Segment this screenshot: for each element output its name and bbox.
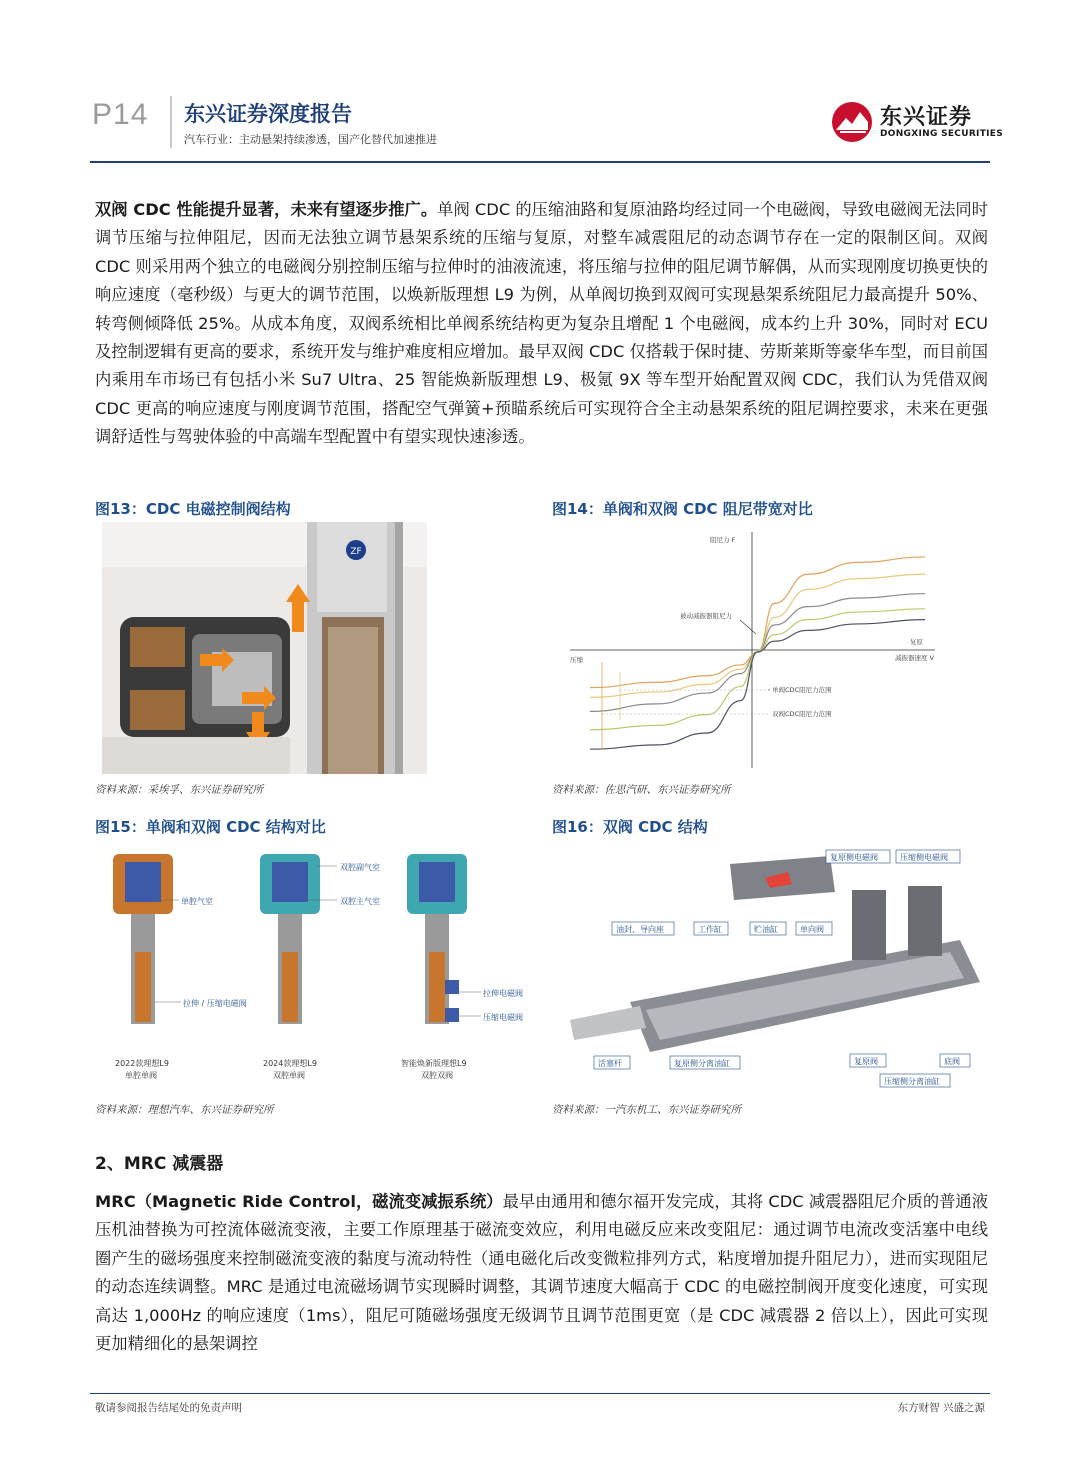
footer-rule xyxy=(90,1393,990,1394)
paragraph-lead: 双阀 CDC 性能提升显著，未来有望逐步推广。 xyxy=(95,200,438,219)
paragraph-dual-valve xyxy=(95,196,988,452)
fig13-source: 资料来源：采埃孚、东兴证券研究所 xyxy=(95,784,263,796)
fig13-title: 图13：CDC 电磁控制阀结构 xyxy=(95,500,291,518)
label-main-chamber: 双腔主气室 xyxy=(340,897,380,906)
x-left-label: 压缩 xyxy=(570,656,583,664)
paragraph-mrc xyxy=(95,1188,988,1358)
x-axis-label: 减振器速度 V xyxy=(895,654,935,662)
logo-text-en: DONGXING SECURITIES xyxy=(880,129,1004,139)
label-rebound-sol: 复原侧电磁阀 xyxy=(830,853,878,862)
label-check-valve: 单向阀 xyxy=(800,925,824,934)
label-working-cyl: 工作缸 xyxy=(698,925,722,934)
label-rebound-sep: 复原侧分离油缸 xyxy=(674,1059,730,1068)
header-rule xyxy=(90,161,990,163)
page-number: P14 xyxy=(92,98,149,131)
fig13-valve-cutaway-image xyxy=(102,522,427,774)
caption-2022: 2022款理想L9 xyxy=(115,1059,169,1068)
fig16-title: 图16：双阀 CDC 结构 xyxy=(552,818,708,836)
paragraph-body: 单阀 CDC 的压缩油路和复原油路均经过同一个电磁阀，导致电磁阀无法同时调节压缩与拉伸阻尼，因而无法独立调节悬架系统的压缩与复原，对整车减震阻尼的动态调节存在一定的限制区间。双阀 CDC 则采用两个独立的电磁阀分别控制压缩与拉伸时的油液流速，将压缩与拉伸的阻尼调节解偶，从而实现刚度切换更快的响应速度（毫秒级）与更大的调节范围，以焕新版理想 L9 为例，从单阀切换到双阀可实现悬架系统阻尼力最高提升 50%、转弯侧倾降低 25%。从成本角度，双阀系统相比单阀系统结构更为复杂且增配 1 个电磁阀，成本约上升 30%，同时对 ECU 及控制逻辑有更高的要求，系统开发与维护难度相应增加。最早双阀 CDC 仅搭载于保时捷、劳斯莱斯等豪华车型，而目前国内乘用车市场已有包括小米 Su7 Ultra、25 智能焕新版理想 L9、极氪 9X 等车型开始配置双阀 CDC，我们认为凭借双阀 CDC 更高的响应速度与刚度调节范围，搭配空气弹簧+预瞄系统后可实现符合全主动悬架系统的阻尼调控要求，未来在更强调舒适性与驾驶体验的中高端车型配置中有望实现快速渗透。 xyxy=(95,200,988,447)
footer-disclaimer: 敬请参阅报告结尾处的免责声明 xyxy=(95,1402,242,1414)
caption-2022-type: 单腔单阀 xyxy=(125,1071,157,1080)
label-single-chamber: 单腔气室 xyxy=(181,897,213,906)
report-subtitle: 汽车行业：主动悬架持续渗透，国产化替代加速推进 xyxy=(184,133,437,146)
x-right-label: 复原 xyxy=(910,638,923,646)
label-oil-seal: 油封、导向座 xyxy=(616,925,664,934)
label-base-valve: 底阀 xyxy=(944,1057,960,1066)
annotation-single: 单阀CDC阻尼力范围 xyxy=(772,686,832,694)
logo-text-cn: 东兴证券 xyxy=(880,105,973,130)
fig14-title: 图14：单阀和双阀 CDC 阻尼带宽对比 xyxy=(552,500,813,518)
fig16-source: 资料来源：一汽东机工、东兴证券研究所 xyxy=(552,1104,741,1116)
report-title: 东兴证券深度报告 xyxy=(184,102,352,126)
caption-2024-type: 双腔单阀 xyxy=(273,1071,305,1080)
caption-2025-type: 双腔双阀 xyxy=(421,1071,453,1080)
fig14-source: 资料来源：佐思汽研、东兴证券研究所 xyxy=(552,784,731,796)
fig15-comparison-image xyxy=(95,842,525,1092)
caption-2024: 2024款理想L9 xyxy=(263,1059,317,1068)
label-rebound-valve: 拉伸电磁阀 xyxy=(483,989,523,998)
section-heading-mrc: 2、MRC 减震器 xyxy=(95,1154,224,1174)
label-single-valve: 拉伸 / 压缩电磁阀 xyxy=(183,999,247,1008)
fig14-damping-chart xyxy=(560,524,945,772)
header-divider xyxy=(170,96,172,148)
paragraph-mrc-body: 最早由通用和德尔福开发完成，其将 CDC 减震器阻尼介质的普通液压机油替换为可控流体磁流变液，主要工作原理基于磁流变效应，利用电磁反应来改变阻尼：通过调节电流改变活塞中电线圈产生的磁场强度来控制磁流变液的黏度与流动特性（通电磁化后改变微粒排列方式，粘度增加提升阻尼力），进而实现阻尼的动态连续调整。MRC 是通过电流磁场调节实现瞬时调整，其调节速度大幅高于 CDC 的电磁控制阀开度变化速度，可实现高达 1,000Hz 的响应速度（1ms），阻尼可随磁场强度无级调节且调节范围更宽（是 CDC 减震器 2 倍以上），因此可实现更加精细化的悬架调控 xyxy=(95,1192,988,1354)
annotation-passive: 被动减振器阻尼力 xyxy=(680,612,732,620)
annotation-dual: 双阀CDC阻尼力范围 xyxy=(772,710,832,718)
fig15-title: 图15：单阀和双阀 CDC 结构对比 xyxy=(95,818,326,836)
label-piston-rod: 活塞杆 xyxy=(598,1059,622,1068)
label-aux-chamber: 双腔副气室 xyxy=(340,863,380,872)
label-compress-sep: 压缩侧分离油缸 xyxy=(884,1077,940,1086)
label-compress-valve: 压缩电磁阀 xyxy=(483,1013,523,1022)
company-logo-icon xyxy=(830,100,876,144)
label-compress-sol: 压缩侧电磁阀 xyxy=(900,853,948,862)
footer-slogan: 东方财智 兴盛之源 xyxy=(897,1402,985,1414)
paragraph-mrc-lead: MRC（Magnetic Ride Control，磁流变减振系统） xyxy=(95,1192,503,1211)
y-axis-label: 阻尼力 F xyxy=(710,536,736,544)
caption-2025: 智能焕新版理想L9 xyxy=(401,1059,467,1068)
fig15-source: 资料来源：理想汽车、东兴证券研究所 xyxy=(95,1104,274,1116)
label-rebound-valve: 复原阀 xyxy=(854,1057,878,1066)
fig16-dual-valve-image xyxy=(560,842,990,1092)
fig13-zf-logo: ZF xyxy=(350,547,362,557)
label-reservoir: 贮油缸 xyxy=(754,925,778,934)
